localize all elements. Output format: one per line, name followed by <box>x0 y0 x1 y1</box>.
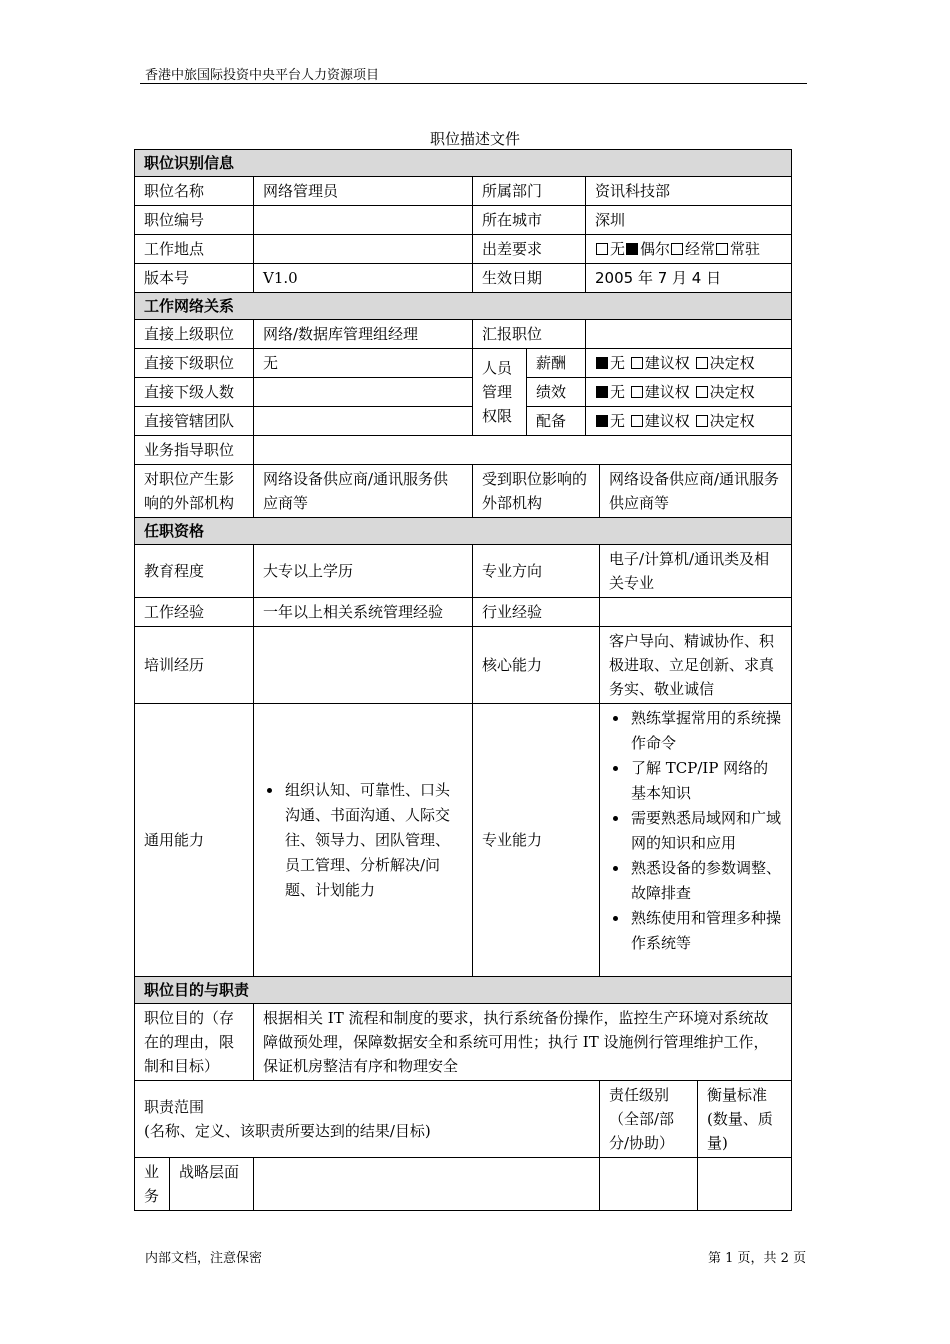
value-professional-competency <box>600 704 792 977</box>
list-item: • 熟练掌握常用的系统操作命令 <box>629 706 782 756</box>
label-business: 业务 <box>135 1158 170 1211</box>
checkbox-salary-none[interactable] <box>596 357 608 369</box>
label-general-competency: 通用能力 <box>135 704 254 977</box>
checkbox-travel-none[interactable] <box>596 243 608 255</box>
value-strategy-scope <box>254 1158 600 1211</box>
checkbox-staffing-none[interactable] <box>596 415 608 427</box>
checkbox-travel-often[interactable] <box>671 243 683 255</box>
footer-confidential: 内部文档，注意保密 <box>145 1251 263 1266</box>
label-major: 专业方向 <box>473 545 600 598</box>
label-personnel-authority: 人员 管理 权限 <box>473 349 527 436</box>
checkbox-salary-decide[interactable] <box>696 357 708 369</box>
label-work-experience: 工作经验 <box>135 598 254 627</box>
value-position-name: 网络管理员 <box>254 177 473 206</box>
value-external-affected: 网络设备供应商/通讯服务供应商等 <box>600 465 792 518</box>
label-department: 所属部门 <box>473 177 586 206</box>
value-general-competency <box>254 704 473 977</box>
value-education: 大专以上学历 <box>254 545 473 598</box>
value-subordinate: 无 <box>254 349 473 378</box>
label-industry-experience: 行业经验 <box>473 598 600 627</box>
list-item: • 熟悉设备的参数调整、故障排查 <box>629 856 782 906</box>
section-network: 工作网络关系 <box>135 293 792 320</box>
list-item: • 组织认知、可靠性、口头沟通、书面沟通、人际交往、领导力、团队管理、员工管理、分析解决/问题、计划能力 <box>283 778 463 903</box>
label-subordinate: 直接下级职位 <box>135 349 254 378</box>
travel-options: 无 偶尔 经常 常驻 <box>586 235 792 264</box>
value-position-goal: 根据相关 IT 流程和制度的要求，执行系统备份操作，监控生产环境对系统故障做预处理，保障数据安全和系统可用性；执行 IT 设施例行管理维护工作，保证机房整洁有序和物理安全 <box>254 1004 792 1081</box>
label-measurement: 衡量标准(数量、质量) <box>698 1081 792 1158</box>
value-strategy-level <box>600 1158 698 1211</box>
section-identity: 职位识别信息 <box>135 150 792 177</box>
list-item: • 需要熟悉局域网和广域网的知识和应用 <box>629 806 782 856</box>
checkbox-staffing-decide[interactable] <box>696 415 708 427</box>
label-travel: 出差要求 <box>473 235 586 264</box>
value-work-experience: 一年以上相关系统管理经验 <box>254 598 473 627</box>
value-industry-experience <box>600 598 792 627</box>
value-external-affecting: 网络设备供应商/通讯服务供应商等 <box>254 465 473 518</box>
authority-options-performance: 无 建议权 决定权 <box>586 378 792 407</box>
authority-row-label: 配备 <box>527 407 586 436</box>
value-department: 资讯科技部 <box>586 177 792 206</box>
value-city: 深圳 <box>586 206 792 235</box>
label-version: 版本号 <box>135 264 254 293</box>
label-training: 培训经历 <box>135 627 254 704</box>
value-major: 电子/计算机/通讯类及相关专业 <box>600 545 792 598</box>
value-effective-date: 2005 年 7 月 4 日 <box>586 264 792 293</box>
label-core-competency: 核心能力 <box>473 627 600 704</box>
label-strategy-level: 战略层面 <box>170 1158 254 1211</box>
value-report-position <box>586 320 792 349</box>
document-title: 职位描述文件 <box>429 130 520 148</box>
value-position-code <box>254 206 473 235</box>
authority-options-staffing: 无 建议权 决定权 <box>586 407 792 436</box>
label-team: 直接管辖团队 <box>135 407 254 436</box>
checkbox-travel-occasional[interactable] <box>626 243 638 255</box>
label-position-code: 职位编号 <box>135 206 254 235</box>
label-subordinate-count: 直接下级人数 <box>135 378 254 407</box>
section-purpose: 职位目的与职责 <box>135 977 792 1004</box>
checkbox-performance-suggest[interactable] <box>631 386 643 398</box>
checkbox-travel-resident[interactable] <box>716 243 728 255</box>
value-core-competency: 客户导向、精诚协作、积极进取、立足创新、求真务实、敬业诚信 <box>600 627 792 704</box>
list-item: • 了解 TCP/IP 网络的基本知识 <box>629 756 782 806</box>
value-training <box>254 627 473 704</box>
value-business-guide <box>254 436 792 465</box>
authority-options-salary: 无 建议权 决定权 <box>586 349 792 378</box>
header-rule <box>140 83 807 84</box>
label-external-affecting: 对职位产生影响的外部机构 <box>135 465 254 518</box>
label-education: 教育程度 <box>135 545 254 598</box>
label-position-name: 职位名称 <box>135 177 254 206</box>
value-subordinate-count <box>254 378 473 407</box>
label-effective-date: 生效日期 <box>473 264 586 293</box>
job-description-form <box>134 149 792 1211</box>
label-external-affected: 受到职位影响的外部机构 <box>473 465 600 518</box>
list-item: • 熟练使用和管理多种操作系统等 <box>629 906 782 956</box>
label-responsibility-scope: 职责范围 (名称、定义、该职责所要达到的结果/目标) <box>135 1081 600 1158</box>
value-team <box>254 407 473 436</box>
section-qualification: 任职资格 <box>135 518 792 545</box>
label-city: 所在城市 <box>473 206 586 235</box>
label-professional-competency: 专业能力 <box>473 704 600 977</box>
checkbox-performance-decide[interactable] <box>696 386 708 398</box>
checkbox-salary-suggest[interactable] <box>631 357 643 369</box>
checkbox-staffing-suggest[interactable] <box>631 415 643 427</box>
authority-row-label: 绩效 <box>527 378 586 407</box>
value-work-location <box>254 235 473 264</box>
value-version: V1.0 <box>254 264 473 293</box>
label-position-goal: 职位目的（存在的理由，限制和目标） <box>135 1004 254 1081</box>
value-superior: 网络/数据库管理组经理 <box>254 320 473 349</box>
label-business-guide: 业务指导职位 <box>135 436 254 465</box>
label-superior: 直接上级职位 <box>135 320 254 349</box>
authority-row-label: 薪酬 <box>527 349 586 378</box>
footer-page-number: 第 1 页，共 2 页 <box>708 1251 807 1266</box>
label-work-location: 工作地点 <box>135 235 254 264</box>
label-report-position: 汇报职位 <box>473 320 586 349</box>
page-header: 香港中旅国际投资中央平台人力资源项目 <box>145 68 380 83</box>
value-strategy-measure <box>698 1158 792 1211</box>
checkbox-performance-none[interactable] <box>596 386 608 398</box>
label-responsibility-level: 责任级别（全部/部分/协助） <box>600 1081 698 1158</box>
